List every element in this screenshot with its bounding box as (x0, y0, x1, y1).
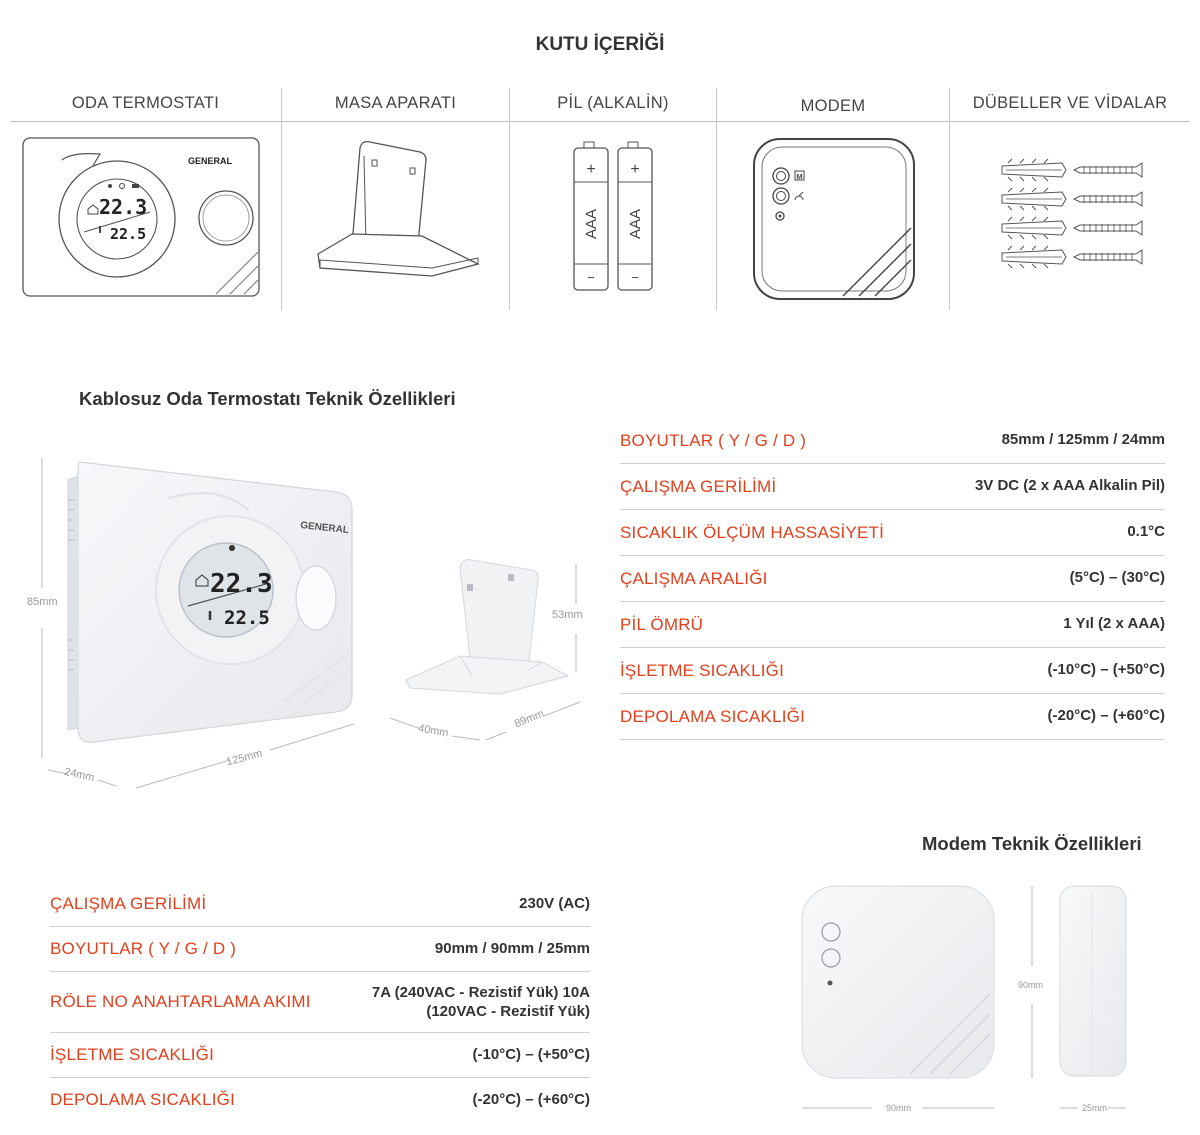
product-temp-sub: 22.5 (224, 607, 270, 629)
spec-value: 3V DC (2 x AAA Alkalin Pil) (974, 477, 1165, 494)
spec-row (620, 556, 1165, 602)
plus-icon: + (586, 161, 596, 178)
plus-icon: + (630, 161, 640, 178)
modem-specs-title: Modem Teknik Özellikleri (922, 833, 1142, 854)
modem-illustration (751, 136, 917, 302)
box-item-stand (282, 88, 509, 310)
battery-label: AAA (627, 208, 644, 240)
spec-value: (-10°C) – (+50°C) (472, 1046, 590, 1063)
snowflake-icon (108, 184, 112, 188)
dowel-screw-pair (1002, 188, 1142, 210)
spec-row (620, 602, 1165, 648)
spec-key: PİL ÖMRÜ (620, 615, 704, 634)
thermostat-dial (199, 191, 253, 245)
box-item-label: PİL (ALKALİN) (557, 94, 669, 112)
product-dial (296, 566, 336, 630)
box-item-label: DÜBELLER VE VİDALAR (972, 94, 1168, 112)
product-brand-logo: GENERAL (299, 520, 350, 537)
spec-row (50, 880, 590, 927)
spec-row (620, 510, 1165, 556)
dowel-screw-pair (1002, 159, 1142, 181)
box-contents-title: KUTU İÇERİĞİ (535, 34, 665, 55)
spec-value: 0.1°C (1127, 523, 1165, 540)
spec-row (620, 694, 1165, 740)
modem-product-image (790, 872, 1140, 1122)
box-item-label: MASA APARATI (334, 94, 457, 112)
box-item-thermostat (10, 88, 281, 310)
brand-logo: GENERAL (188, 156, 233, 166)
dim-stand-width: 40mm (417, 722, 450, 740)
spec-row (50, 972, 590, 1033)
spec-row (50, 927, 590, 972)
thermostat-temp-sub: 22.5 (110, 225, 147, 243)
box-item-label: MODEM (800, 97, 866, 115)
modem-button-label: M (796, 172, 803, 181)
thermostat-product-image (20, 440, 600, 800)
box-item-label: ODA TERMOSTATI (71, 94, 220, 112)
spec-row (620, 418, 1165, 464)
spec-value: 85mm / 125mm / 24mm (1001, 431, 1165, 448)
batteries-illustration (570, 140, 660, 292)
spec-value: (5°C) – (30°C) (1069, 569, 1165, 586)
thermostat-spec-table (620, 418, 1165, 740)
battery-aaa (574, 142, 608, 290)
spec-value: (-10°C) – (+50°C) (1047, 661, 1165, 678)
box-item-batteries (510, 88, 716, 310)
dim-stand-height: 53mm (552, 609, 583, 621)
battery-aaa (618, 142, 652, 290)
sun-icon (229, 545, 235, 551)
spec-key: BOYUTLAR ( Y / G / D ) (50, 939, 237, 958)
box-item-screws (950, 88, 1190, 310)
box-item-modem (717, 88, 949, 310)
spec-key: RÖLE NO ANAHTARLAMA AKIMI (50, 992, 311, 1011)
spec-key: İŞLETME SICAKLIĞI (50, 1045, 215, 1064)
spec-value: 7A (240VAC - Rezistif Yük) 10A (120VAC - Rezistif Yük) (371, 984, 590, 1020)
dim-stand-depth: 89mm (512, 707, 546, 731)
minus-icon: − (631, 270, 639, 285)
spec-key: SICAKLIK ÖLÇÜM HASSASİYETİ (620, 523, 885, 542)
dowel-screw-pair (1002, 217, 1142, 239)
thermostat-illustration (22, 136, 262, 300)
spec-value: (-20°C) – (+60°C) (472, 1091, 590, 1108)
spec-key: DEPOLAMA SICAKLIĞI (50, 1090, 235, 1109)
spec-row (50, 1078, 590, 1122)
spec-row (50, 1033, 590, 1078)
spec-value: 90mm / 90mm / 25mm (434, 940, 590, 957)
spec-value: 230V (AC) (519, 895, 590, 912)
dowel-screw-pair (1002, 246, 1142, 268)
modem-dim-height: 90mm (1018, 980, 1044, 990)
modem-dim-depth: 25mm (1082, 1103, 1108, 1113)
modem-dim-width: 90mm (886, 1103, 912, 1113)
dim-height: 85mm (27, 596, 58, 608)
spec-key: ÇALIŞMA GERİLİMİ (50, 894, 207, 913)
spec-value: 1 Yıl (2 x AAA) (1063, 615, 1165, 632)
thermostat-temp-main: 22.3 (99, 195, 148, 219)
spec-value: (-20°C) – (+60°C) (1047, 707, 1165, 724)
spec-key: ÇALIŞMA ARALIĞI (620, 569, 768, 588)
modem-spec-table (50, 880, 590, 1122)
spec-row (620, 464, 1165, 510)
spec-key: DEPOLAMA SICAKLIĞI (620, 707, 805, 726)
spec-row (620, 648, 1165, 694)
thermostat-specs-title: Kablosuz Oda Termostatı Teknik Özellikleri (79, 388, 456, 409)
battery-label: AAA (583, 208, 600, 240)
dim-depth: 24mm (63, 765, 96, 785)
spec-key: BOYUTLAR ( Y / G / D ) (620, 431, 807, 450)
product-temp-main: 22.3 (210, 569, 273, 599)
stand-illustration (312, 136, 482, 288)
screws-illustration (998, 158, 1148, 276)
dim-width: 125mm (225, 747, 264, 769)
minus-icon: − (587, 270, 595, 285)
battery-icon (132, 184, 139, 188)
spec-key: ÇALIŞMA GERİLİMİ (620, 477, 777, 496)
spec-key: İŞLETME SICAKLIĞI (620, 661, 785, 680)
box-contents-table (10, 88, 1190, 310)
